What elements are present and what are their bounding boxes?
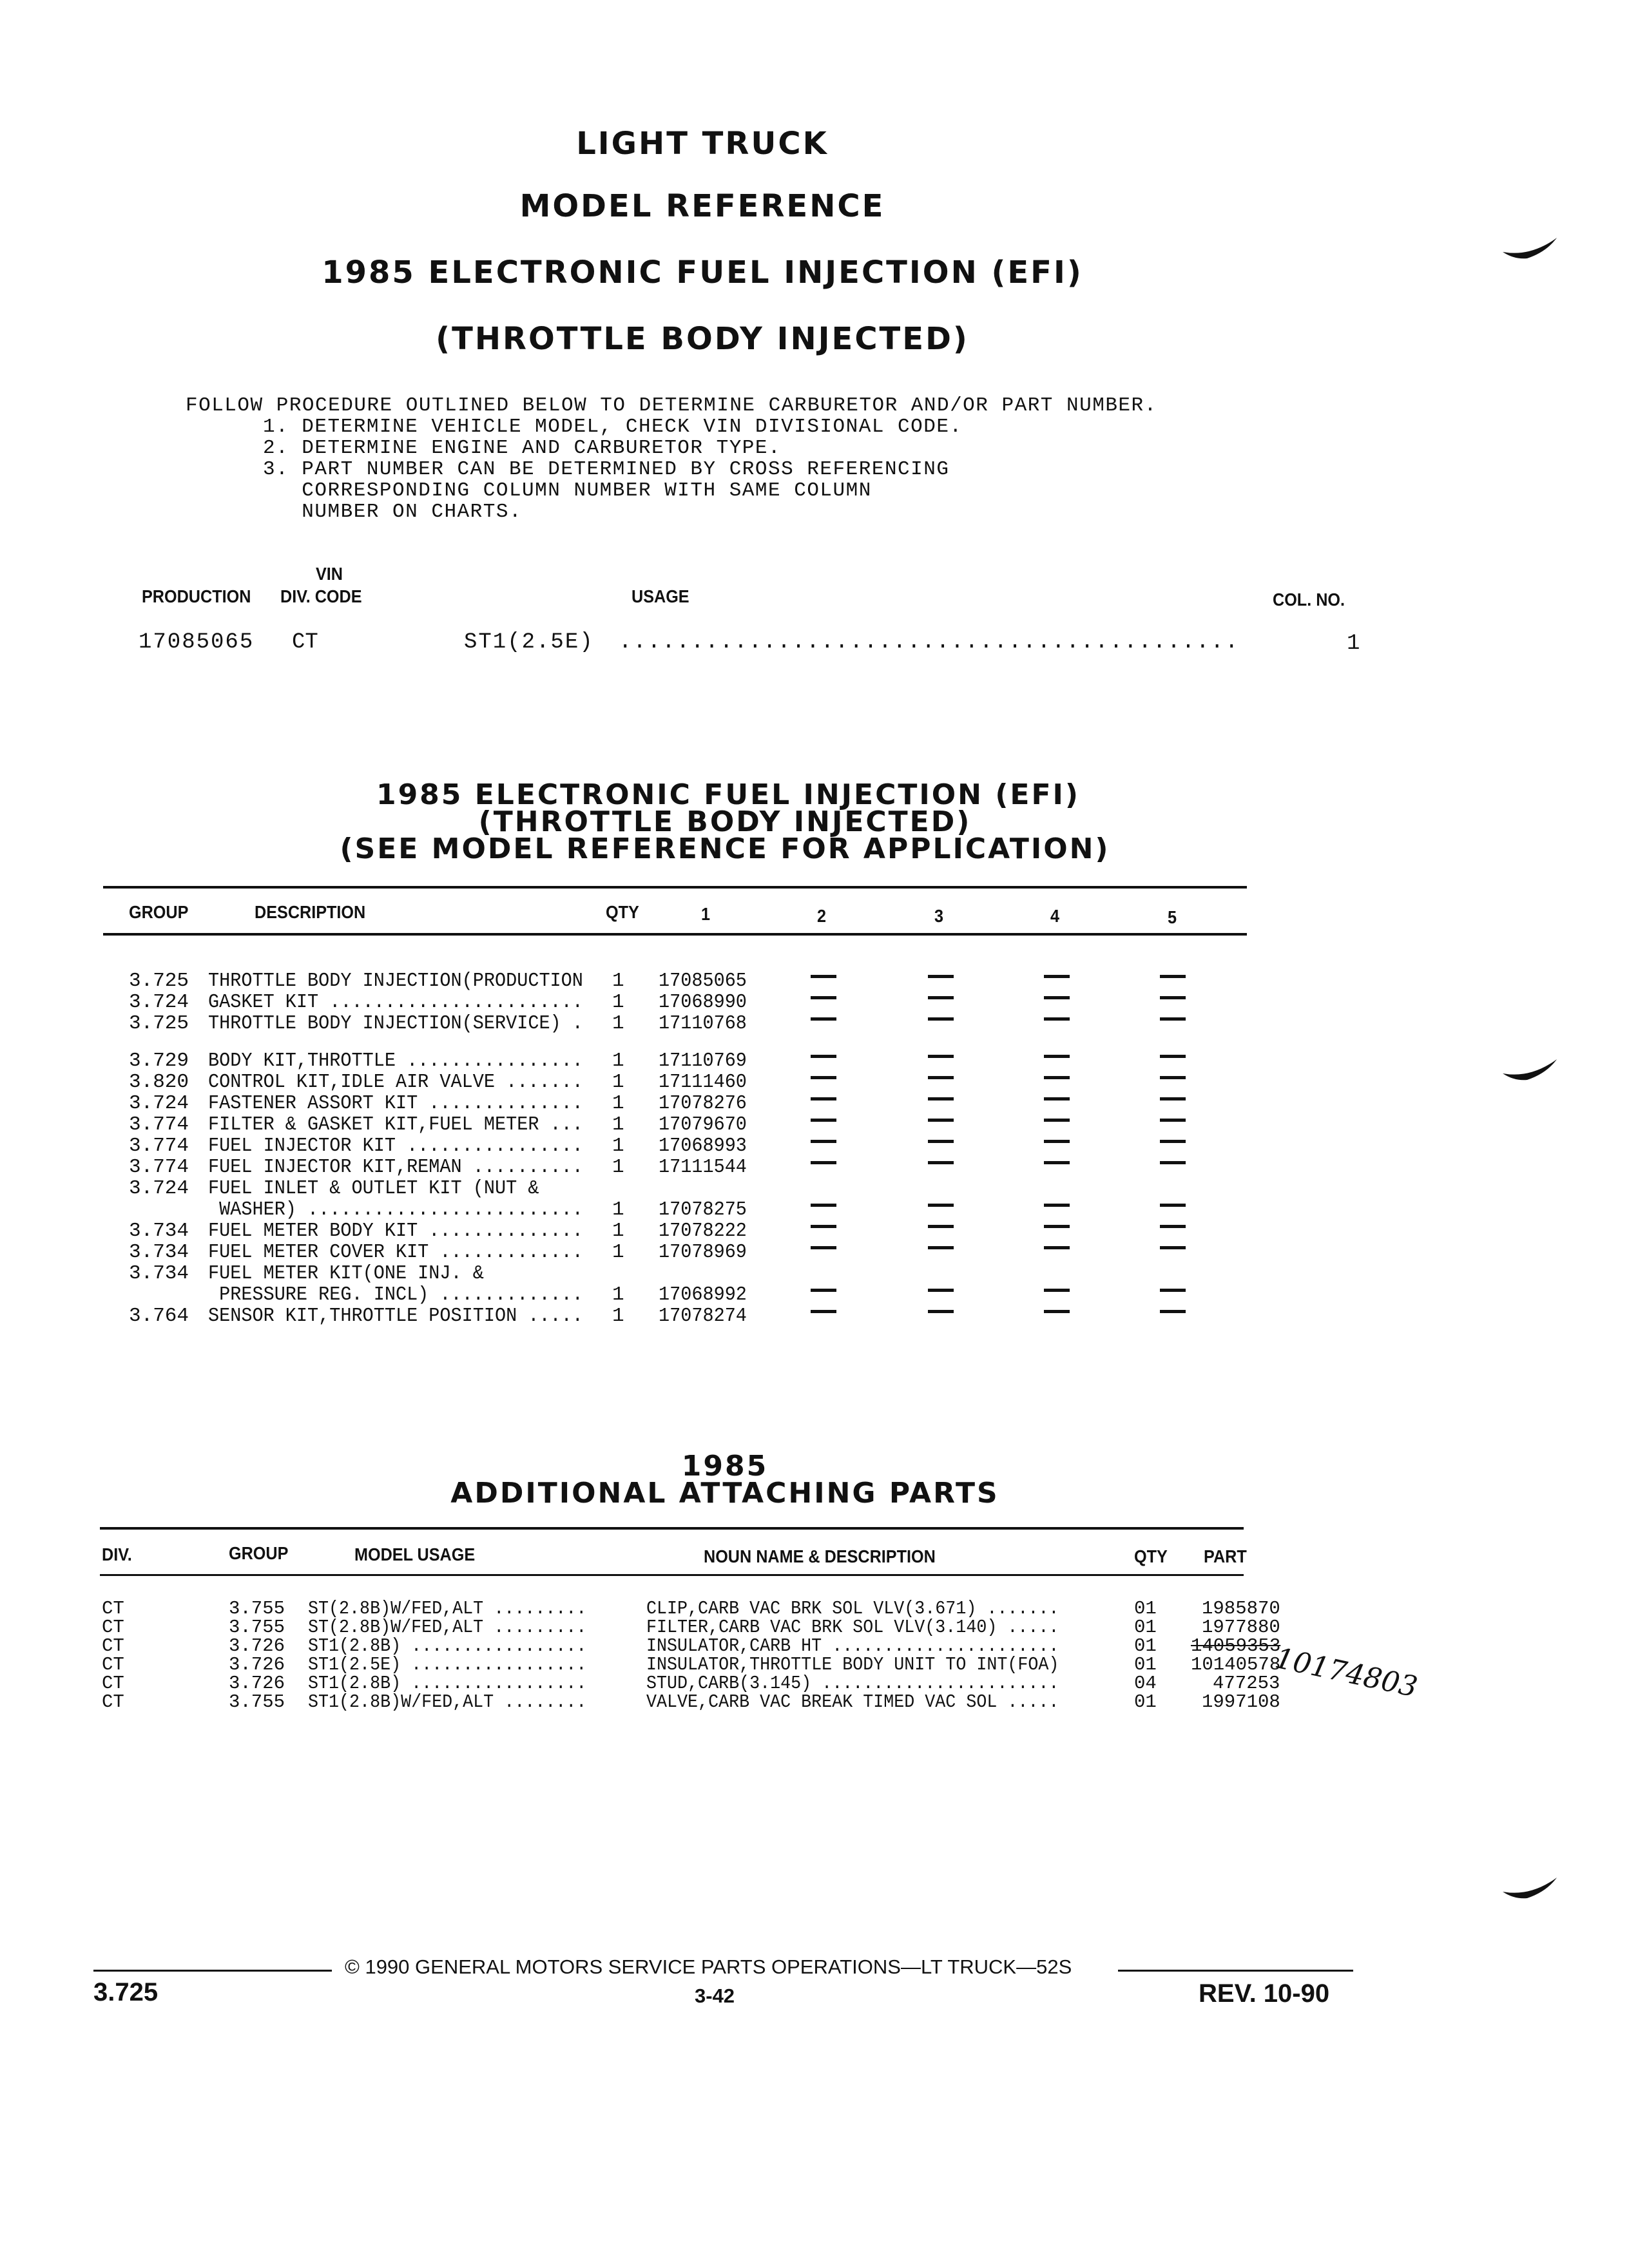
model-usage: ST1(2.5E): [464, 630, 594, 655]
empty-column-dash: [811, 1246, 836, 1249]
empty-column-dash: [1160, 1076, 1186, 1079]
header-col-no: COL. NO.: [1273, 590, 1345, 610]
empty-column-dash: [1160, 996, 1186, 999]
attaching-row-qty: 01: [1134, 1617, 1157, 1638]
parts-row-description: SENSOR KIT,THROTTLE POSITION .....: [208, 1305, 583, 1327]
attaching-row-part: 1985870: [1202, 1598, 1280, 1619]
title-efi: 1985 ELECTRONIC FUEL INJECTION (EFI): [322, 255, 1083, 291]
parts-row-description: CONTROL KIT,IDLE AIR VALVE .......: [208, 1071, 583, 1093]
parts-row-part-number: 17110768: [659, 1012, 747, 1035]
handwritten-part-correction: 10174803: [1272, 1642, 1421, 1704]
parts-row-part-number: 17085065: [659, 970, 747, 992]
parts-row-qty: 1: [612, 1092, 624, 1115]
empty-column-dash: [1044, 996, 1070, 999]
empty-column-dash: [1160, 1289, 1186, 1292]
empty-column-dash: [811, 975, 836, 978]
attaching-header-group: GROUP: [229, 1543, 289, 1563]
empty-column-dash: [928, 975, 954, 978]
empty-column-dash: [928, 1289, 954, 1292]
parts-row-part-number: 17110769: [659, 1050, 747, 1072]
empty-column-dash: [1044, 1289, 1070, 1292]
model-col-no: 1: [1347, 631, 1360, 656]
attaching-row-qty: 01: [1134, 1654, 1157, 1675]
empty-column-dash: [1160, 1097, 1186, 1100]
empty-column-dash: [811, 1017, 836, 1021]
parts-row-description: FUEL INJECTOR KIT,REMAN ..........: [208, 1156, 583, 1178]
title-model-reference: MODEL REFERENCE: [519, 188, 885, 224]
attaching-row-noun: STUD,CARB(3.145) .......................: [646, 1673, 1059, 1694]
attaching-row-div: CT: [102, 1598, 124, 1619]
procedure-step: 3. PART NUMBER CAN BE DETERMINED BY CROSS REFERENCING: [263, 458, 950, 481]
empty-column-dash: [928, 1225, 954, 1228]
attaching-row-div: CT: [102, 1673, 124, 1694]
empty-column-dash: [928, 1017, 954, 1021]
parts-row-qty: 1: [612, 1012, 624, 1035]
parts-row-description: THROTTLE BODY INJECTION(PRODUCTION: [208, 970, 583, 992]
empty-column-dash: [1044, 1017, 1070, 1021]
empty-column-dash: [811, 1119, 836, 1122]
parts-header-description: DESCRIPTION: [255, 902, 366, 922]
parts-row-group: 3.734: [129, 1220, 189, 1242]
attaching-row-noun: INSULATOR,THROTTLE BODY UNIT TO INT(FOA): [646, 1654, 1059, 1675]
empty-column-dash: [811, 996, 836, 999]
empty-column-dash: [928, 1119, 954, 1122]
attaching-row-div: CT: [102, 1654, 124, 1675]
footer-rule-right: [1118, 1970, 1353, 1972]
parts-row-description: FUEL METER COVER KIT .............: [208, 1241, 583, 1264]
procedure-step: NUMBER ON CHARTS.: [263, 501, 523, 523]
empty-column-dash: [1160, 1246, 1186, 1249]
parts-row-group: 3.734: [129, 1262, 189, 1285]
attaching-row-model-usage: ST(2.8B)W/FED,ALT .........: [308, 1598, 587, 1619]
binder-mark-icon: [1501, 1031, 1559, 1098]
attaching-row-group: 3.755: [229, 1598, 285, 1619]
parts-row-qty: 1: [612, 1305, 624, 1327]
empty-column-dash: [1160, 1225, 1186, 1228]
parts-row-group: 3.724: [129, 1177, 189, 1200]
attaching-row-model-usage: ST1(2.5E) .................: [308, 1654, 587, 1675]
attaching-top-rule: [100, 1527, 1244, 1530]
empty-column-dash: [928, 1076, 954, 1079]
empty-column-dash: [928, 1204, 954, 1207]
footer-revision: REV. 10-90: [1199, 1979, 1330, 2008]
parts-row-description-cont: WASHER) .........................: [208, 1198, 583, 1221]
parts-row-qty: 1: [612, 1113, 624, 1136]
empty-column-dash: [811, 1161, 836, 1164]
attaching-row-noun: INSULATOR,CARB HT ......................: [646, 1635, 1059, 1657]
empty-column-dash: [1044, 1246, 1070, 1249]
binder-mark-icon: [1501, 1849, 1559, 1916]
parts-row-description: BODY KIT,THROTTLE ................: [208, 1050, 583, 1072]
model-leader: ...........................................: [619, 630, 1240, 655]
parts-row-qty: 1: [612, 1241, 624, 1264]
parts-row-part-number: 17068993: [659, 1135, 747, 1157]
attaching-row-model-usage: ST1(2.8B)W/FED,ALT ........: [308, 1691, 587, 1713]
empty-column-dash: [811, 1204, 836, 1207]
empty-column-dash: [928, 1097, 954, 1100]
footer-rule-left: [93, 1970, 332, 1972]
binder-mark-icon: [1501, 209, 1559, 276]
header-production: PRODUCTION: [142, 586, 251, 606]
footer-section: 3.725: [93, 1978, 159, 2006]
attaching-header-noun: NOUN NAME & DESCRIPTION: [704, 1546, 936, 1566]
parts-row-group: 3.734: [129, 1241, 189, 1264]
attaching-row-group: 3.726: [229, 1673, 285, 1694]
parts-row-description: GASKET KIT .......................: [208, 991, 583, 1014]
attaching-year: 1985: [681, 1450, 769, 1483]
empty-column-dash: [1044, 975, 1070, 978]
attaching-row-div: CT: [102, 1635, 124, 1657]
empty-column-dash: [928, 1161, 954, 1164]
empty-column-dash: [1044, 1204, 1070, 1207]
empty-column-dash: [811, 1097, 836, 1100]
parts-row-part-number: 17078275: [659, 1198, 747, 1221]
parts-row-qty: 1: [612, 1071, 624, 1093]
parts-row-part-number: 17078969: [659, 1241, 747, 1264]
empty-column-dash: [1160, 975, 1186, 978]
procedure-step: 2. DETERMINE ENGINE AND CARBURETOR TYPE.: [263, 437, 782, 459]
parts-row-group: 3.774: [129, 1156, 189, 1178]
empty-column-dash: [1044, 1161, 1070, 1164]
parts-row-description: FUEL INLET & OUTLET KIT (NUT &: [208, 1177, 539, 1200]
parts-row-group: 3.774: [129, 1135, 189, 1157]
parts-row-qty: 1: [612, 970, 624, 992]
header-div-code: DIV. CODE: [280, 586, 362, 606]
parts-top-rule: [103, 886, 1247, 889]
parts-row-group: 3.724: [129, 1092, 189, 1115]
attaching-row-noun: VALVE,CARB VAC BREAK TIMED VAC SOL .....: [646, 1691, 1059, 1713]
empty-column-dash: [811, 1140, 836, 1143]
parts-row-group: 3.724: [129, 991, 189, 1014]
empty-column-dash: [1044, 1076, 1070, 1079]
parts-row-part-number: 17079670: [659, 1113, 747, 1136]
parts-row-description-cont: PRESSURE REG. INCL) .............: [208, 1283, 583, 1306]
attaching-header-model-usage: MODEL USAGE: [354, 1544, 476, 1564]
attaching-header-rule: [100, 1574, 1244, 1576]
footer-page-number: 3-42: [695, 1984, 735, 2007]
parts-row-group: 3.764: [129, 1305, 189, 1327]
empty-column-dash: [1044, 1225, 1070, 1228]
attaching-row-qty: 04: [1134, 1673, 1157, 1694]
parts-row-qty: 1: [612, 1198, 624, 1221]
parts-title-1: 1985 ELECTRONIC FUEL INJECTION (EFI): [376, 778, 1081, 811]
attaching-header-div: DIV.: [102, 1544, 132, 1564]
parts-row-part-number: 17068990: [659, 991, 747, 1014]
attaching-row-part: 14059353: [1191, 1635, 1281, 1657]
parts-header-rule: [103, 933, 1247, 936]
parts-row-part-number: 17111460: [659, 1071, 747, 1093]
attaching-row-qty: 01: [1134, 1691, 1157, 1713]
attaching-row-qty: 01: [1134, 1598, 1157, 1619]
empty-column-dash: [1160, 1204, 1186, 1207]
parts-header-col-2: 2: [817, 906, 827, 926]
empty-column-dash: [1160, 1140, 1186, 1143]
header-usage: USAGE: [631, 586, 689, 606]
attaching-row-group: 3.726: [229, 1635, 285, 1657]
procedure-intro: FOLLOW PROCEDURE OUTLINED BELOW TO DETERMINE CARBURETOR AND/OR PART NUMBER.: [186, 394, 1157, 417]
empty-column-dash: [1044, 1097, 1070, 1100]
attaching-row-group: 3.755: [229, 1691, 285, 1713]
attaching-row-group: 3.726: [229, 1654, 285, 1675]
footer-copyright: © 1990 GENERAL MOTORS SERVICE PARTS OPERATIONS—LT TRUCK—52S: [345, 1956, 1072, 1978]
parts-header-col-5: 5: [1168, 907, 1177, 927]
empty-column-dash: [928, 1140, 954, 1143]
title-light-truck: LIGHT TRUCK: [576, 126, 829, 162]
parts-row-description: FUEL METER BODY KIT ..............: [208, 1220, 583, 1242]
parts-row-group: 3.729: [129, 1050, 189, 1072]
attaching-row-part: 10140578: [1191, 1654, 1281, 1675]
empty-column-dash: [811, 1310, 836, 1313]
attaching-row-div: CT: [102, 1617, 124, 1638]
parts-row-part-number: 17078274: [659, 1305, 747, 1327]
empty-column-dash: [928, 1246, 954, 1249]
parts-row-description: THROTTLE BODY INJECTION(SERVICE) .: [208, 1012, 583, 1035]
parts-row-qty: 1: [612, 1220, 624, 1242]
procedure-step: 1. DETERMINE VEHICLE MODEL, CHECK VIN DIVISIONAL CODE.: [263, 416, 963, 438]
parts-row-description: FASTENER ASSORT KIT ..............: [208, 1092, 583, 1115]
parts-title-2: (THROTTLE BODY INJECTED): [478, 805, 972, 838]
attaching-row-div: CT: [102, 1691, 124, 1713]
model-production: 17085065: [139, 630, 255, 655]
parts-row-description: FILTER & GASKET KIT,FUEL METER ...: [208, 1113, 583, 1136]
empty-column-dash: [928, 1310, 954, 1313]
attaching-row-model-usage: ST(2.8B)W/FED,ALT .........: [308, 1617, 587, 1638]
attaching-row-model-usage: ST1(2.8B) .................: [308, 1673, 587, 1694]
model-div-code: CT: [292, 630, 318, 655]
parts-header-qty: QTY: [606, 902, 639, 922]
title-throttle-body: (THROTTLE BODY INJECTED): [436, 321, 969, 357]
empty-column-dash: [811, 1076, 836, 1079]
attaching-title: ADDITIONAL ATTACHING PARTS: [450, 1477, 999, 1510]
attaching-header-qty: QTY: [1134, 1546, 1168, 1566]
empty-column-dash: [1044, 1119, 1070, 1122]
parts-row-group: 3.725: [129, 1012, 189, 1035]
attaching-row-model-usage: ST1(2.8B) .................: [308, 1635, 587, 1657]
parts-header-group: GROUP: [129, 902, 189, 922]
attaching-row-qty: 01: [1134, 1635, 1157, 1657]
attaching-row-part: 1977880: [1202, 1617, 1280, 1638]
parts-row-group: 3.725: [129, 970, 189, 992]
parts-row-qty: 1: [612, 1156, 624, 1178]
procedure-step: CORRESPONDING COLUMN NUMBER WITH SAME COLUMN: [263, 479, 872, 502]
parts-row-qty: 1: [612, 1135, 624, 1157]
parts-row-qty: 1: [612, 1283, 624, 1306]
empty-column-dash: [928, 1055, 954, 1058]
parts-row-group: 3.820: [129, 1071, 189, 1093]
parts-header-col-3: 3: [934, 906, 944, 926]
empty-column-dash: [1044, 1055, 1070, 1058]
parts-row-qty: 1: [612, 1050, 624, 1072]
parts-row-qty: 1: [612, 991, 624, 1014]
attaching-row-group: 3.755: [229, 1617, 285, 1638]
parts-header-col-1: 1: [701, 904, 711, 924]
parts-row-description: FUEL METER KIT(ONE INJ. &: [208, 1262, 484, 1285]
attaching-row-noun: CLIP,CARB VAC BRK SOL VLV(3.671) .......: [646, 1598, 1059, 1619]
empty-column-dash: [928, 996, 954, 999]
empty-column-dash: [1160, 1119, 1186, 1122]
parts-row-description: FUEL INJECTOR KIT ................: [208, 1135, 583, 1157]
empty-column-dash: [1044, 1310, 1070, 1313]
parts-row-part-number: 17068992: [659, 1283, 747, 1306]
parts-row-part-number: 17078276: [659, 1092, 747, 1115]
attaching-row-part: 1997108: [1202, 1691, 1280, 1713]
attaching-header-part: PART: [1204, 1546, 1247, 1566]
parts-row-group: 3.774: [129, 1113, 189, 1136]
empty-column-dash: [1160, 1055, 1186, 1058]
parts-header-col-4: 4: [1050, 906, 1060, 926]
header-vin: VIN: [316, 564, 343, 584]
parts-row-part-number: 17078222: [659, 1220, 747, 1242]
empty-column-dash: [1044, 1140, 1070, 1143]
parts-row-part-number: 17111544: [659, 1156, 747, 1178]
empty-column-dash: [811, 1225, 836, 1228]
empty-column-dash: [1160, 1017, 1186, 1021]
attaching-row-noun: FILTER,CARB VAC BRK SOL VLV(3.140) .....: [646, 1617, 1059, 1638]
empty-column-dash: [1160, 1310, 1186, 1313]
parts-title-3: (SEE MODEL REFERENCE FOR APPLICATION): [340, 832, 1110, 865]
empty-column-dash: [811, 1055, 836, 1058]
attaching-row-part: 477253: [1213, 1673, 1280, 1694]
empty-column-dash: [811, 1289, 836, 1292]
empty-column-dash: [1160, 1161, 1186, 1164]
